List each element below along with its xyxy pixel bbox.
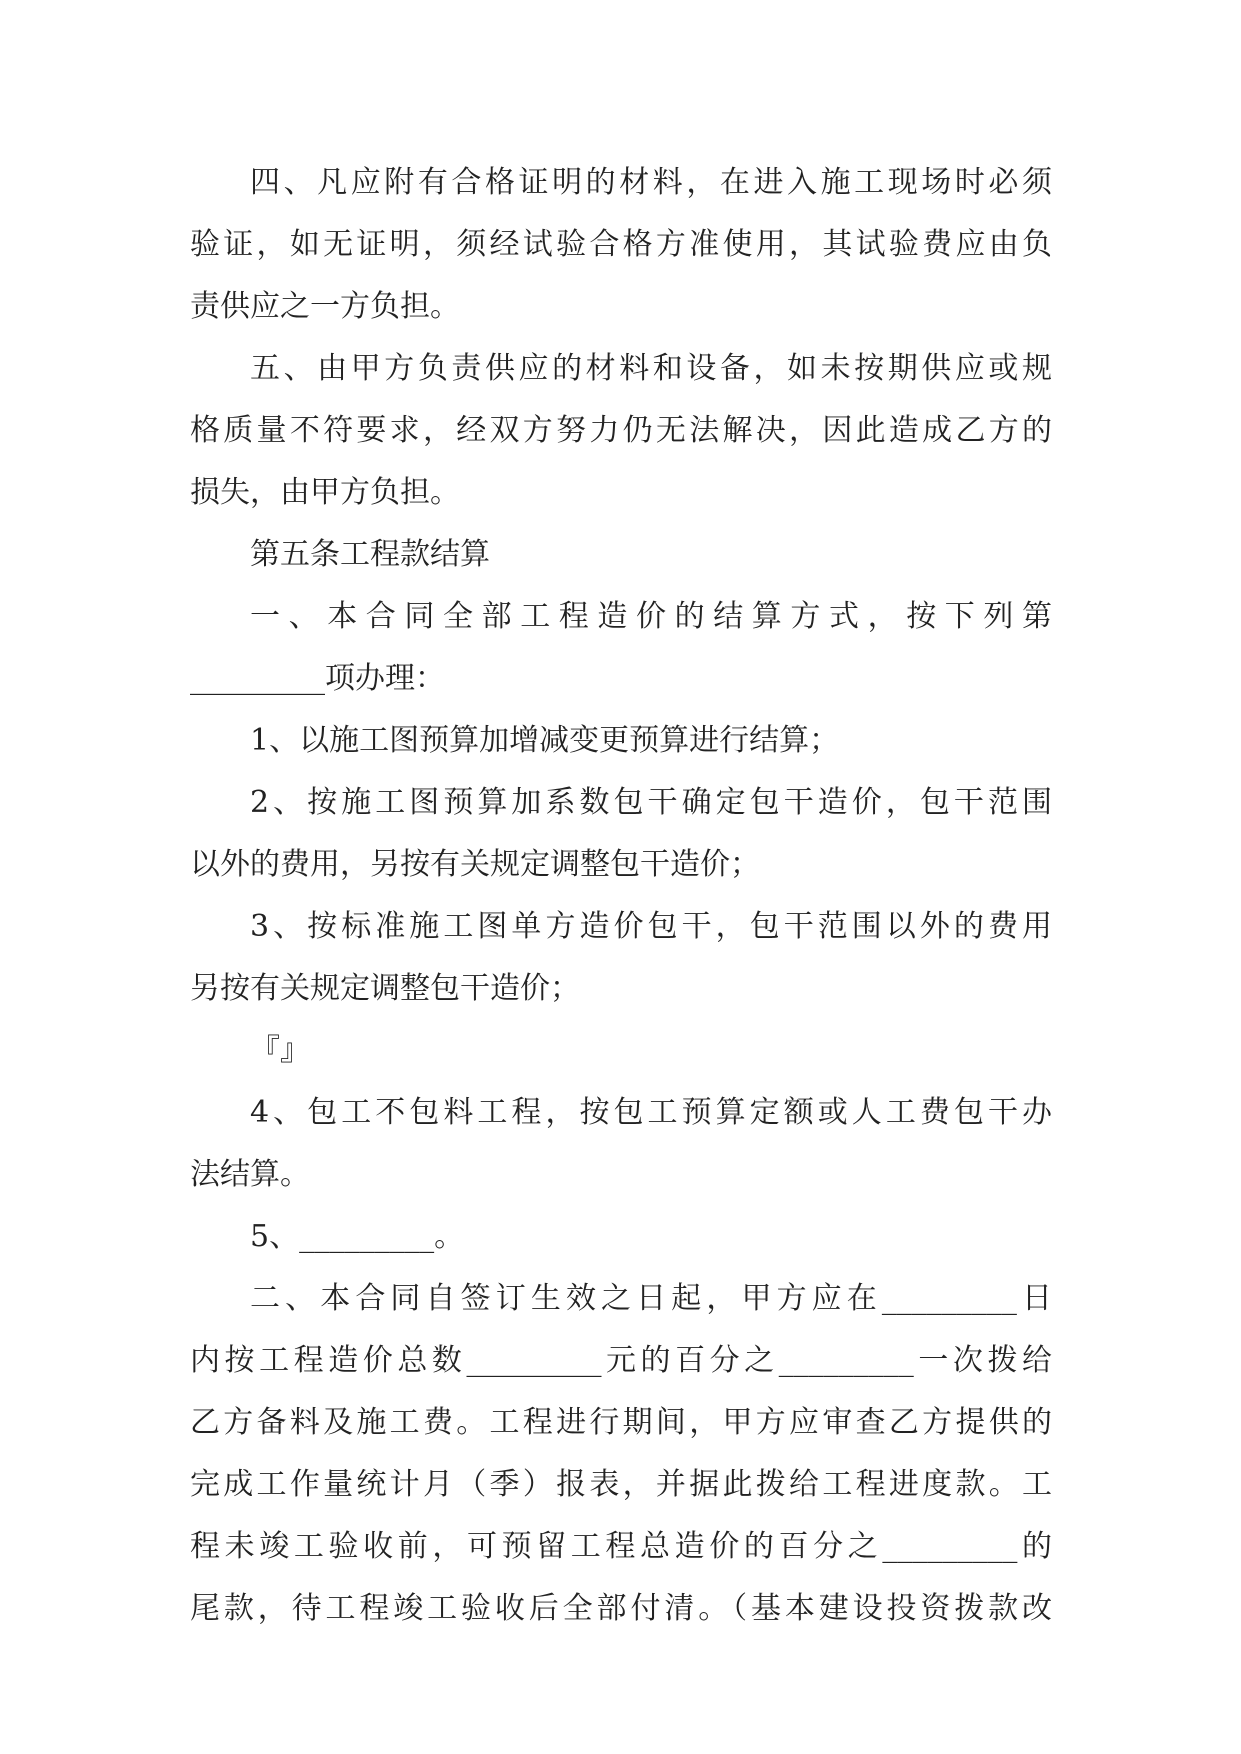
- text-line: 四、凡应附有合格证明的材料，在进入施工现场时必须: [250, 165, 1052, 200]
- text-line: 2、按施工图预算加系数包干确定包干造价，包干范围: [250, 785, 1052, 820]
- text-line: 法结算。: [190, 1157, 310, 1192]
- text-line: 完成工作量统计月（季）报表，并据此拨给工程进度款。工: [190, 1467, 1052, 1502]
- text-line: 一、本合同全部工程造价的结算方式，按下列第: [250, 599, 1052, 634]
- text-line: 格质量不符要求，经双方努力仍无法解决，因此造成乙方的: [190, 413, 1052, 448]
- list-item-4: [190, 1082, 1052, 1206]
- paragraph-2-payment: [190, 1268, 1052, 1640]
- heading-text: 第五条工程款结算: [250, 537, 490, 572]
- list-item-5: [190, 1206, 1052, 1268]
- text-line: 二、本合同自签订生效之日起，甲方应在_________日: [250, 1281, 1052, 1316]
- text-line: 乙方备料及施工费。工程进行期间，甲方应审查乙方提供的: [190, 1405, 1052, 1440]
- list-item-2: [190, 772, 1052, 896]
- text-line: 验证，如无证明，须经试验合格方准使用，其试验费应由负: [190, 227, 1052, 262]
- text-line: 内按工程造价总数_________元的百分之_________一次拨给: [190, 1343, 1052, 1378]
- paragraph-settlement-method: [190, 586, 1052, 710]
- text-line: 责供应之一方负担。: [190, 289, 460, 324]
- list-item-3: [190, 896, 1052, 1020]
- text-line: _________项办理：: [190, 661, 445, 696]
- document-page: [190, 152, 1052, 1640]
- text-line: 程未竣工验收前，可预留工程总造价的百分之_________的: [190, 1529, 1052, 1564]
- paragraph-5-party-a-supply: [190, 338, 1052, 524]
- text-line: 5、_________。: [250, 1219, 465, 1254]
- text-line: 另按有关规定调整包干造价；: [190, 971, 580, 1006]
- text-line: 4、包工不包料工程，按包工预算定额或人工费包干办: [250, 1095, 1052, 1130]
- text-line: 损失，由甲方负担。: [190, 475, 460, 510]
- text-line: 五、由甲方负责供应的材料和设备，如未按期供应或规: [250, 351, 1052, 386]
- text-line: 尾款，待工程竣工验收后全部付清。（基本建设投资拨款改: [190, 1591, 1052, 1626]
- text-line: 3、按标准施工图单方造价包干，包干范围以外的费用: [250, 909, 1052, 944]
- text-line: 『』: [250, 1033, 310, 1068]
- section-heading-article-5: [190, 524, 1052, 586]
- text-line: 1、以施工图预算加增减变更预算进行结算；: [250, 723, 840, 758]
- bracket-mark: [190, 1020, 1052, 1082]
- paragraph-4-material-certificate: [190, 152, 1052, 338]
- text-line: 以外的费用，另按有关规定调整包干造价；: [190, 847, 760, 882]
- list-item-1: [190, 710, 1052, 772]
